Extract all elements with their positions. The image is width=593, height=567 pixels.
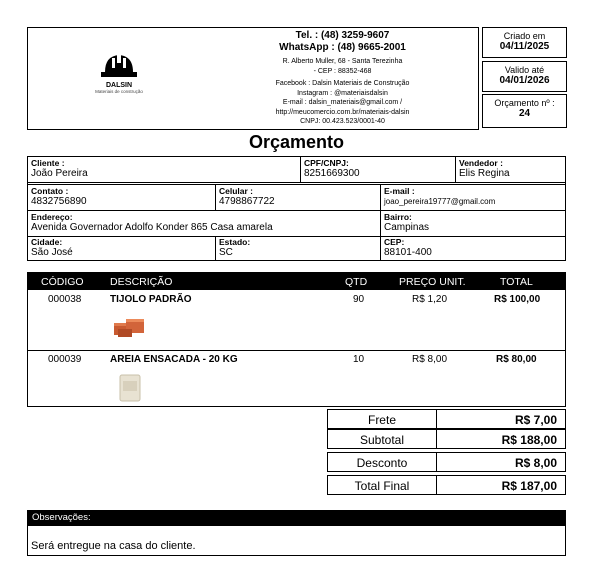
endereco-field: Endereço: Avenida Governador Adolfo Konder 865 Casa amarela: [28, 211, 378, 235]
company-tel: Tel. : (48) 3259-9607: [295, 30, 390, 41]
cep-value: 88101-400: [384, 247, 432, 258]
item-total: R$ 100,00: [494, 294, 541, 305]
endereco-value: Avenida Governador Adolfo Konder 865 Casa amarela: [31, 222, 273, 233]
item-qtd: 90: [353, 294, 365, 305]
company-logo: [92, 50, 146, 102]
valid-date-box: [482, 61, 567, 92]
company-address-1: R. Alberto Muller, 68 - Santa Terezinha: [282, 58, 403, 65]
cpf-value: 8251669300: [304, 168, 360, 179]
cliente-value: João Pereira: [31, 168, 88, 179]
subtotal-value: R$ 188,00: [501, 433, 557, 447]
subtotal-label: Subtotal: [359, 433, 405, 447]
created-label: Criado em: [503, 31, 546, 41]
created-value: 04/11/2025: [499, 41, 550, 52]
header-codigo: CÓDIGO: [41, 276, 84, 288]
item-preco: R$ 8,00: [412, 354, 448, 365]
table-row: [27, 291, 566, 349]
cep-field: CEP: 88101-400: [381, 236, 565, 260]
cidade-value: São José: [31, 247, 73, 258]
item-qtd: 10: [353, 354, 365, 365]
cliente-field: Cliente : João Pereira: [28, 157, 298, 181]
logo-tagline: Materiais de construção: [95, 89, 143, 94]
header-total: TOTAL: [500, 276, 533, 288]
observacoes-header: [27, 510, 566, 526]
total-final-label: Total Final: [354, 479, 410, 493]
table-row: [27, 351, 566, 407]
logo-name: DALSIN: [105, 82, 133, 89]
frete-row: [327, 409, 566, 429]
created-date-box: [482, 27, 567, 58]
items-table-header: [27, 272, 566, 290]
desconto-label: Desconto: [356, 456, 408, 470]
company-email: E-mail : dalsin_materiais@gmail.com /: [282, 99, 403, 106]
item-codigo: 000039: [48, 354, 82, 365]
bairro-value: Campinas: [384, 222, 430, 233]
header-descricao: DESCRIÇÃO: [110, 276, 173, 288]
company-cnpj: CNPJ: 00.423.523/0001-40: [300, 118, 385, 125]
item-total: R$ 80,00: [496, 354, 537, 365]
quote-number-label: Orçamento nº :: [494, 98, 555, 108]
contato-field: Contato : 4832756890: [28, 185, 214, 209]
cidade-field: Cidade: São José: [28, 236, 214, 260]
header-qtd: QTD: [345, 276, 368, 288]
company-facebook: Facebook : Dalsin Materiais de Construção: [275, 80, 410, 87]
company-instagram: Instagram : @materiaisdalsin: [297, 89, 388, 97]
observacoes-box: [27, 526, 566, 556]
sand-bag-image: [118, 373, 142, 403]
email-value: joao_pereira19777@gmail.com: [384, 197, 496, 206]
page-title: Orçamento: [248, 132, 345, 152]
desconto-row: [327, 452, 566, 472]
item-descricao: AREIA ENSACADA - 20 KG: [110, 354, 238, 365]
contato-value: 4832756890: [31, 196, 87, 207]
subtotal-row: [327, 429, 566, 449]
vendedor-value: Elis Regina: [459, 168, 510, 179]
cpf-field: CPF/CNPJ: 8251669300: [301, 157, 453, 181]
company-address-2: - CEP : 88352-468: [313, 67, 372, 75]
company-website: http://meucomercio.com.br/materiais-dalsin: [275, 108, 410, 116]
total-final-row: [327, 475, 566, 495]
header-preco: PREÇO UNIT.: [399, 276, 466, 288]
desconto-value: R$ 8,00: [514, 456, 557, 470]
estado-field: Estado: SC: [216, 236, 378, 260]
email-field: E-mail : joao_pereira19777@gmail.com: [381, 185, 565, 209]
observacoes-label: Observações:: [32, 512, 91, 523]
total-final-value: R$ 187,00: [501, 479, 557, 493]
valid-label: Valido até: [504, 65, 545, 75]
company-info: [245, 30, 440, 127]
celular-value: 4798867722: [219, 196, 275, 207]
frete-label: Frete: [367, 413, 396, 427]
quote-number-value: 24: [518, 108, 531, 119]
frete-value: R$ 7,00: [514, 413, 557, 427]
brick-image: [112, 315, 146, 339]
celular-field: Celular : 4798867722: [216, 185, 378, 209]
estado-value: SC: [219, 247, 233, 258]
company-whatsapp: WhatsApp : (48) 9665-2001: [279, 42, 406, 53]
helmet-icon: [92, 50, 146, 80]
observacoes-text: Será entregue na casa do cliente.: [31, 540, 196, 552]
quote-number-box: [482, 94, 567, 128]
bairro-field: Bairro: Campinas: [381, 211, 565, 235]
valid-value: 04/01/2026: [499, 75, 550, 86]
vendedor-field: Vendedor : Elis Regina: [456, 157, 564, 181]
item-codigo: 000038: [48, 294, 82, 305]
item-preco: R$ 1,20: [412, 294, 448, 305]
item-descricao: TIJOLO PADRÃO: [110, 294, 192, 305]
